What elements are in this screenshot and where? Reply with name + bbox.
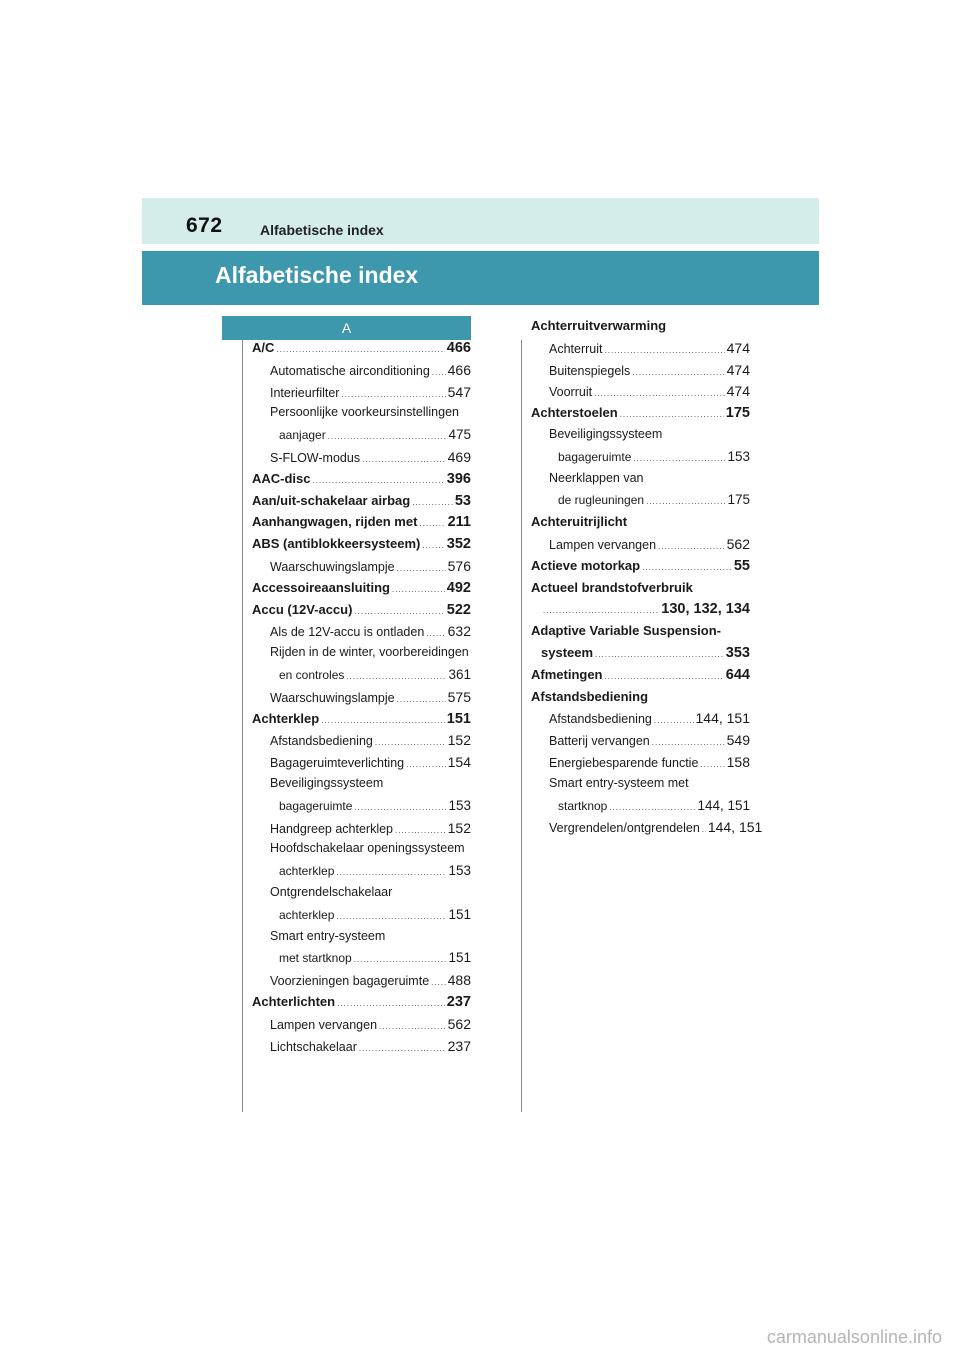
index-entry [252, 580, 471, 602]
index-entry [531, 558, 750, 580]
index-entry-term: Beveiligingssysteem [270, 775, 384, 790]
index-entry-term: S-FLOW-modus [270, 450, 361, 465]
index-entry-term: Afstandsbediening [549, 712, 652, 727]
index-entry-term: Accessoireaansluiting [252, 579, 390, 595]
dot-leader [422, 541, 444, 550]
index-entry-page: 466 [447, 361, 471, 378]
index-entry-term: Lichtschakelaar [270, 1039, 357, 1054]
index-entry [531, 536, 750, 558]
dot-leader [419, 519, 445, 528]
index-entry-page: 153 [727, 448, 750, 464]
index-entry-page: 175 [727, 492, 750, 508]
index-entry-term: Automatische airconditioning [270, 363, 430, 378]
index-entry-page: 152 [447, 819, 471, 836]
index-entry-page: 211 [447, 514, 471, 531]
index-entry-page: 153 [448, 863, 471, 879]
index-entry [252, 841, 471, 863]
dot-leader [605, 672, 724, 681]
index-entry [252, 820, 471, 842]
dot-leader [362, 455, 446, 464]
dot-leader [700, 760, 724, 769]
index-entry [531, 340, 750, 362]
index-entry-page: 576 [447, 557, 471, 574]
dot-leader [354, 803, 446, 812]
index-entry-term: Smart entry-systeem [270, 928, 386, 943]
index-entry [531, 449, 750, 471]
index-entry [531, 689, 750, 711]
index-entry [252, 1038, 471, 1060]
index-entry-page: 237 [446, 993, 471, 1010]
index-entry [531, 623, 750, 645]
index-entry-term: Aanhangwagen, rijden met [252, 514, 418, 530]
index-entry [531, 514, 750, 536]
dot-leader [412, 498, 453, 507]
page-number: 672 [186, 214, 223, 237]
index-entry-term: Actueel brandstofverbruik [531, 579, 693, 595]
index-entry-page: 474 [726, 361, 750, 378]
index-entry-page: 144, 151 [697, 797, 750, 813]
index-entry-term: met startknop [279, 951, 352, 966]
dot-leader [397, 695, 446, 704]
index-entry-term: Lampen vervangen [270, 1017, 378, 1032]
dot-leader [336, 868, 446, 877]
index-entry-page: 144, 151 [695, 710, 750, 727]
index-column-left [242, 316, 471, 1059]
index-entry [252, 863, 471, 885]
index-entry-term: Vergrendelen/ontgrendelen [549, 821, 700, 836]
index-entry-term: bagageruimte [558, 449, 632, 464]
dot-leader [379, 1022, 446, 1031]
index-entry [252, 405, 471, 427]
index-entry [252, 558, 471, 580]
index-entry-page: 488 [447, 972, 471, 989]
section-title-band [142, 251, 819, 305]
dot-leader [702, 825, 706, 834]
dot-leader [375, 738, 446, 747]
dot-leader [594, 389, 725, 398]
dot-leader [336, 912, 446, 921]
index-entry-term: Aan/uit-schakelaar airbag [252, 492, 411, 508]
header-band [142, 198, 819, 244]
dot-leader [658, 542, 725, 551]
index-entry [531, 471, 750, 493]
index-entry [252, 689, 471, 711]
index-entry-page: 575 [447, 688, 471, 705]
index-entry [531, 601, 750, 623]
index-entry [252, 667, 471, 689]
index-entries-left [242, 340, 471, 1059]
index-entry-term: Batterij vervangen [549, 734, 650, 749]
index-entry-page: 154 [447, 754, 471, 771]
index-entry-term: Handgreep achterklep [270, 821, 393, 836]
index-entry-page: 151 [448, 906, 471, 922]
index-entry-term: Afstandsbediening [270, 734, 373, 749]
index-entries-right [521, 316, 763, 841]
index-entry-term: Waarschuwingslampje [270, 559, 395, 574]
dot-leader [642, 563, 732, 572]
index-entry-page: 466 [446, 340, 471, 356]
index-entry-term: ABS (antiblokkeersysteem) [252, 536, 421, 552]
index-entry-page: 151 [448, 950, 471, 966]
index-entry-page: 237 [447, 1037, 471, 1054]
index-entry-page: 151 [446, 710, 471, 727]
dot-leader [646, 497, 725, 506]
index-entry [252, 514, 471, 536]
dot-leader [652, 738, 725, 747]
index-entry-term: Smart entry-systeem met [549, 775, 689, 790]
index-entry [252, 950, 471, 972]
index-entry-page: 492 [446, 579, 471, 596]
index-entry-page: 475 [448, 427, 471, 443]
index-entry [531, 492, 750, 514]
index-entry [252, 471, 471, 493]
index-entry-page: 396 [446, 470, 471, 487]
index-entry-term: Waarschuwingslampje [270, 690, 395, 705]
index-entry-term: A/C [252, 340, 275, 355]
dot-leader [354, 607, 444, 616]
index-entry-page: 562 [726, 535, 750, 552]
dot-leader [431, 978, 445, 987]
index-entry-term: Persoonlijke voorkeursinstellingen [270, 405, 459, 420]
dot-leader [426, 629, 445, 638]
index-entry-page: 144, 151 [707, 819, 763, 836]
index-entry-term: Als de 12V-accu is ontladen [270, 625, 425, 640]
index-entry-term: de rugleuningen [558, 493, 645, 508]
index-entry-term: Afstandsbediening [531, 688, 649, 704]
index-entry-term: Achteruitrijlicht [531, 514, 628, 530]
index-entry-page: 361 [448, 666, 471, 682]
dot-leader [397, 564, 446, 573]
index-entry-term: Rijden in de winter, voorbereidingen [270, 645, 469, 660]
dot-leader [595, 650, 724, 659]
index-entry [252, 929, 471, 951]
dot-leader [543, 606, 659, 615]
index-entry-term: Bagageruimteverlichting [270, 756, 405, 771]
index-entry [531, 645, 750, 667]
index-entry-page: 53 [454, 492, 471, 509]
index-entry-term: Achterstoelen [531, 405, 618, 421]
index-entry-term: en controles [279, 667, 345, 682]
index-entry [252, 623, 471, 645]
index-entry [531, 776, 750, 798]
index-entry-term: Interieurfilter [270, 385, 340, 400]
index-entry [252, 602, 471, 624]
dot-leader [337, 999, 445, 1008]
letter-heading: A [222, 316, 471, 340]
index-entry-term: Ontgrendelschakelaar [270, 884, 393, 899]
index-entry-page: 547 [447, 383, 471, 400]
dot-leader [609, 803, 695, 812]
index-entry [531, 710, 750, 732]
index-entry-term: Hoofdschakelaar openingssysteem [270, 841, 465, 856]
index-entry-term: Achterlichten [252, 993, 336, 1009]
running-title: Alfabetische index [260, 222, 384, 238]
index-entry [252, 1016, 471, 1038]
index-entry [531, 732, 750, 754]
index-entry [252, 776, 471, 798]
index-entry-page: 175 [725, 405, 750, 422]
index-entry-term: Accu (12V-accu) [252, 601, 353, 617]
index-column-right [521, 316, 763, 841]
index-entry-page: 562 [447, 1015, 471, 1032]
index-entry-term: Energiebesparende functie [549, 755, 699, 770]
index-entry [531, 580, 750, 602]
index-entry [252, 711, 471, 733]
index-entry [531, 383, 750, 405]
index-entry-page: 152 [447, 732, 471, 749]
dot-leader [406, 760, 446, 769]
index-entry-page: 474 [726, 383, 750, 400]
watermark: carmanualsonline.info [766, 1327, 942, 1347]
index-entry-term: Achterruit [549, 341, 603, 356]
dot-leader [432, 368, 446, 377]
index-entry [252, 885, 471, 907]
index-entry-term: Voorruit [549, 385, 593, 400]
index-entry [531, 754, 750, 776]
index-entry [252, 384, 471, 406]
index-entry-term: AAC-disc [252, 470, 311, 486]
dot-leader [632, 368, 724, 377]
index-entry-term: achterklep [279, 864, 335, 879]
index-entry [252, 972, 471, 994]
index-entry [252, 427, 471, 449]
index-entry-term: Afmetingen [531, 666, 603, 682]
index-entry-page: 153 [448, 797, 471, 813]
index-entry-page: 353 [725, 644, 750, 661]
dot-leader [392, 585, 445, 594]
dot-leader [654, 716, 694, 725]
index-entry-term: Lampen vervangen [549, 537, 657, 552]
index-entry-term: startknop [558, 798, 608, 813]
index-entry-page: 352 [446, 536, 471, 553]
index-entry-term: Adaptive Variable Suspension- [531, 623, 721, 639]
index-entry-page: 644 [725, 666, 750, 683]
dot-leader [321, 716, 445, 725]
index-entry-term: Achterklep [252, 710, 320, 726]
dot-leader [620, 410, 724, 419]
index-entry [252, 449, 471, 471]
index-entry-term: bagageruimte [279, 798, 353, 813]
dot-leader [276, 345, 444, 354]
index-entry-term: Voorzieningen bagageruimte [270, 974, 430, 989]
dot-leader [395, 826, 446, 835]
index-entry [252, 340, 471, 362]
index-entry [531, 667, 750, 689]
index-entry-term: Actieve motorkap [531, 557, 641, 573]
index-entry-page: 55 [733, 557, 750, 574]
index-entry-page: 549 [726, 732, 750, 749]
index-entry [531, 318, 750, 340]
index-entry-page: 474 [726, 339, 750, 356]
index-entry [531, 798, 750, 820]
dot-leader [341, 390, 445, 399]
section-title: Alfabetische index [215, 262, 419, 288]
index-entry-page: 130, 132, 134 [661, 601, 750, 618]
index-entry-term: Achterruitverwarming [531, 318, 667, 333]
index-entry-page: 522 [446, 601, 471, 618]
index-entry [252, 754, 471, 776]
index-entry [252, 994, 471, 1016]
index-entry-term: achterklep [279, 907, 335, 922]
index-entry [252, 362, 471, 384]
index-entry-page: 632 [447, 623, 471, 640]
index-entry-page: 158 [726, 753, 750, 770]
dot-leader [346, 672, 446, 681]
index-entry [531, 405, 750, 427]
index-entry [252, 732, 471, 754]
dot-leader [359, 1044, 446, 1053]
dot-leader [328, 432, 447, 441]
index-entry-term: Beveiligingssysteem [549, 426, 663, 441]
index-entry [531, 362, 750, 384]
index-entry [252, 536, 471, 558]
dot-leader [354, 955, 447, 964]
index-entry-term: Neerklappen van [549, 470, 644, 485]
dot-leader [313, 476, 445, 485]
index-entry [531, 427, 750, 449]
index-entry-term: Buitenspiegels [549, 363, 631, 378]
index-entry [531, 819, 763, 841]
index-entry-term: systeem [541, 644, 594, 660]
dot-leader [605, 346, 725, 355]
index-entry-page: 469 [447, 448, 471, 465]
index-entry [252, 645, 471, 667]
dot-leader [633, 454, 725, 463]
index-entry [252, 798, 471, 820]
index-entry [252, 907, 471, 929]
index-entry [252, 493, 471, 515]
index-entry-term: aanjager [279, 428, 326, 443]
